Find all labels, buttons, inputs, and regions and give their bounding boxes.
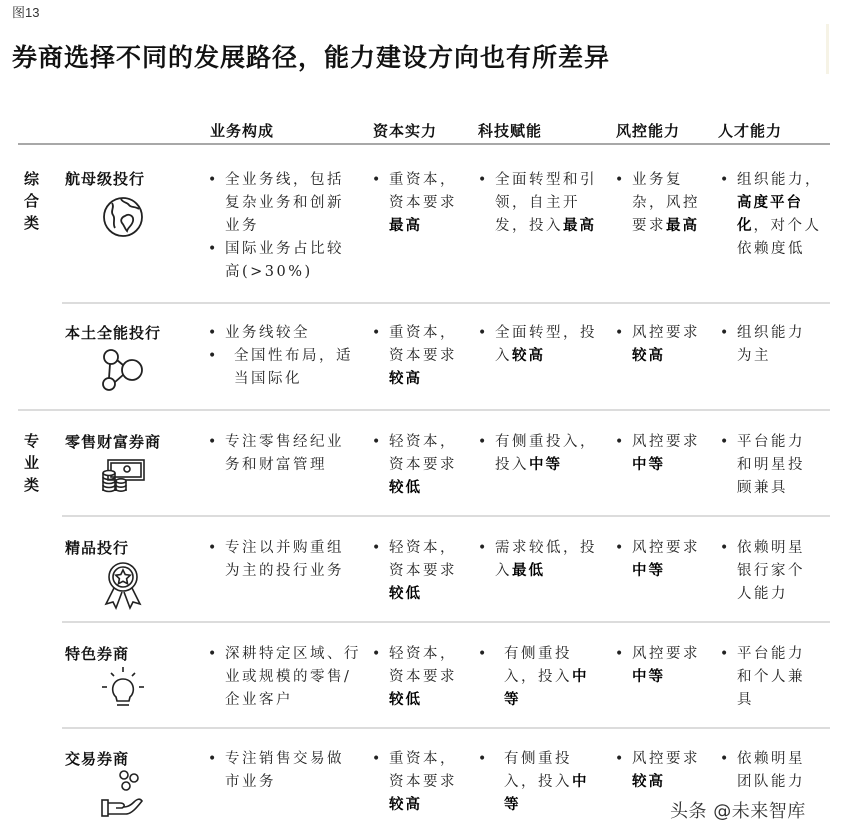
lightbulb-icon <box>100 665 146 715</box>
cell-talent <box>720 322 820 368</box>
bullet-item <box>372 169 472 238</box>
cell-text: 有侧重投入，投入 <box>504 646 572 685</box>
row-name: 交易券商 <box>65 750 130 768</box>
figure-label: 图13 <box>12 5 40 20</box>
bullet-item <box>615 748 705 794</box>
cell-talent <box>720 169 832 261</box>
bullet-item <box>720 431 820 500</box>
network-nodes-icon <box>100 348 146 398</box>
cell-text: 有侧重投入，投入 <box>504 751 572 790</box>
watermark: 头条 @未来智库 <box>670 801 806 822</box>
cell-business <box>208 169 358 284</box>
cell-emphasis: 较高 <box>389 797 422 813</box>
cell-text: 业务复杂，风控要求 <box>632 172 700 234</box>
cell-text: 风控要求 <box>632 751 700 767</box>
cell-text: 轻资本，资本要求 <box>389 434 457 473</box>
column-header-tech: 科技赋能 <box>478 122 543 140</box>
group-char: 类 <box>24 476 40 494</box>
bullet-item <box>478 431 608 477</box>
cell-risk <box>615 169 705 238</box>
cell-text: 轻资本，资本要求 <box>389 646 457 685</box>
hand-coins-icon <box>100 770 146 826</box>
bullet-item <box>372 537 472 606</box>
cell-text: 全面转型和引领，自主开发，投入 <box>495 172 597 234</box>
cell-text: 重资本，资本要求 <box>389 325 457 364</box>
cell-emphasis: 中等 <box>504 774 589 813</box>
page-title: 券商选择不同的发展路径，能力建设方向也有所差异 <box>12 43 611 72</box>
bullet-item: • 业务线较全 <box>208 322 358 345</box>
cell-business <box>208 431 358 477</box>
cell-text: ，对个人依赖度低 <box>737 218 822 257</box>
cell-business <box>208 322 358 391</box>
cell-emphasis: 较高 <box>632 348 665 364</box>
cell-talent <box>720 431 820 500</box>
bullet-item <box>720 643 820 712</box>
cell-text: 风控要求 <box>632 325 700 341</box>
bullet-item <box>720 169 832 261</box>
bullet-item <box>372 431 472 500</box>
cell-business <box>208 748 358 794</box>
cell-talent <box>720 643 820 712</box>
bullet-item: • 专注以并购重组为主的投行业务 <box>208 537 358 583</box>
globe-icon <box>101 195 145 243</box>
bullet-item <box>478 748 590 817</box>
column-header-risk: 风控能力 <box>616 122 681 140</box>
bullet-item <box>372 643 472 712</box>
row-name: 航母级投行 <box>65 170 146 188</box>
cell-text: 有侧重投入，投入 <box>495 434 597 473</box>
cell-emphasis: 中等 <box>632 669 665 685</box>
cell-tech <box>478 748 590 817</box>
bullet-item <box>615 431 705 477</box>
cell-emphasis: 较高 <box>632 774 665 790</box>
cell-business <box>208 537 358 583</box>
cell-tech <box>478 537 604 583</box>
group-char: 类 <box>24 214 40 232</box>
cell-capital <box>372 431 472 500</box>
cell-risk <box>615 322 705 368</box>
bullet-item <box>478 169 604 238</box>
bullet-item <box>720 748 820 794</box>
cell-capital <box>372 643 472 712</box>
cell-emphasis: 较低 <box>389 586 422 602</box>
group-char: 专 <box>24 432 40 450</box>
bullet-item <box>478 643 590 712</box>
cell-text: 重资本，资本要求 <box>389 172 457 211</box>
cell-text: 平台能力和个人兼具 <box>737 646 805 708</box>
cell-text: 全面转型，投入 <box>495 325 597 364</box>
row-name: 精品投行 <box>65 539 130 557</box>
cell-emphasis: 中等 <box>632 563 665 579</box>
cell-capital <box>372 322 472 391</box>
bullet-item: • 深耕特定区域、行业或规模的零售/企业客户 <box>208 643 368 712</box>
cell-emphasis: 中等 <box>504 669 589 708</box>
group-label-specialized <box>24 430 42 496</box>
group-char: 业 <box>24 454 40 472</box>
cell-emphasis: 较低 <box>389 480 422 496</box>
cell-talent <box>720 537 820 606</box>
bullet-item: • 全业务线，包括复杂业务和创新业务 <box>208 169 358 238</box>
cell-risk <box>615 643 705 689</box>
cell-text: 组织能力为主 <box>737 325 805 364</box>
cell-emphasis: 最高 <box>563 218 596 234</box>
bullet-item <box>372 748 472 817</box>
group-divider <box>18 409 830 411</box>
bullet-item <box>615 169 705 238</box>
row-name: 本土全能投行 <box>65 324 162 342</box>
edge-artifact <box>826 24 829 74</box>
cell-text: 风控要求 <box>632 434 700 450</box>
row-name: 零售财富券商 <box>65 433 162 451</box>
cell-emphasis: 高度平台化 <box>737 195 803 234</box>
bullet-item <box>615 537 705 583</box>
cell-capital <box>372 748 472 817</box>
cell-capital <box>372 169 472 238</box>
row-divider <box>62 727 830 729</box>
bullet-item: • 专注零售经纪业务和财富管理 <box>208 431 358 477</box>
cell-emphasis: 较高 <box>389 371 422 387</box>
bullet-item: • 国际业务占比较高(>30%) <box>208 238 358 284</box>
cell-emphasis: 较高 <box>512 348 545 364</box>
bullet-item: • 全国性布局，适当国际化 <box>208 345 358 391</box>
cell-tech <box>478 169 604 238</box>
bullet-item <box>372 322 472 391</box>
cell-emphasis: 中等 <box>632 457 665 473</box>
bullet-item <box>615 643 705 689</box>
cell-tech <box>478 643 590 712</box>
header-divider <box>18 143 830 145</box>
bullet-item <box>478 537 604 583</box>
cell-text: 重资本，资本要求 <box>389 751 457 790</box>
cell-emphasis: 最高 <box>666 218 699 234</box>
group-char: 合 <box>24 192 40 210</box>
cell-text: 组织能力， <box>737 172 822 188</box>
bullet-item: • 专注销售交易做市业务 <box>208 748 358 794</box>
cell-tech <box>478 431 608 477</box>
row-name: 特色券商 <box>65 645 130 663</box>
column-header-capital: 资本实力 <box>373 122 438 140</box>
cell-emphasis: 最高 <box>389 218 422 234</box>
group-label-comprehensive <box>24 168 42 234</box>
cell-text: 风控要求 <box>632 540 700 556</box>
cell-text: 平台能力和明星投顾兼具 <box>737 434 805 496</box>
award-ribbon-icon <box>103 560 143 614</box>
column-header-business: 业务构成 <box>210 122 275 140</box>
cell-text: 依赖明星团队能力 <box>737 751 805 790</box>
cell-risk <box>615 537 705 583</box>
row-divider <box>62 621 830 623</box>
column-header-talent: 人才能力 <box>718 122 783 140</box>
bullet-item <box>615 322 705 368</box>
cell-emphasis: 最低 <box>512 563 545 579</box>
cell-risk <box>615 748 705 794</box>
cell-capital <box>372 537 472 606</box>
bullet-item <box>478 322 604 368</box>
cell-emphasis: 中等 <box>529 457 562 473</box>
row-divider <box>62 515 830 517</box>
cell-talent <box>720 748 820 794</box>
cell-text: 轻资本，资本要求 <box>389 540 457 579</box>
bullet-item <box>720 322 820 368</box>
cell-text: 依赖明星银行家个人能力 <box>737 540 805 602</box>
cell-text: 风控要求 <box>632 646 700 662</box>
group-char: 综 <box>24 170 40 188</box>
cash-coins-icon <box>100 458 148 502</box>
row-divider <box>62 302 830 304</box>
cell-emphasis: 较低 <box>389 692 422 708</box>
cell-text: 需求较低，投入 <box>495 540 597 579</box>
cell-risk <box>615 431 705 477</box>
cell-tech <box>478 322 604 368</box>
bullet-item <box>720 537 820 606</box>
cell-business <box>208 643 368 712</box>
